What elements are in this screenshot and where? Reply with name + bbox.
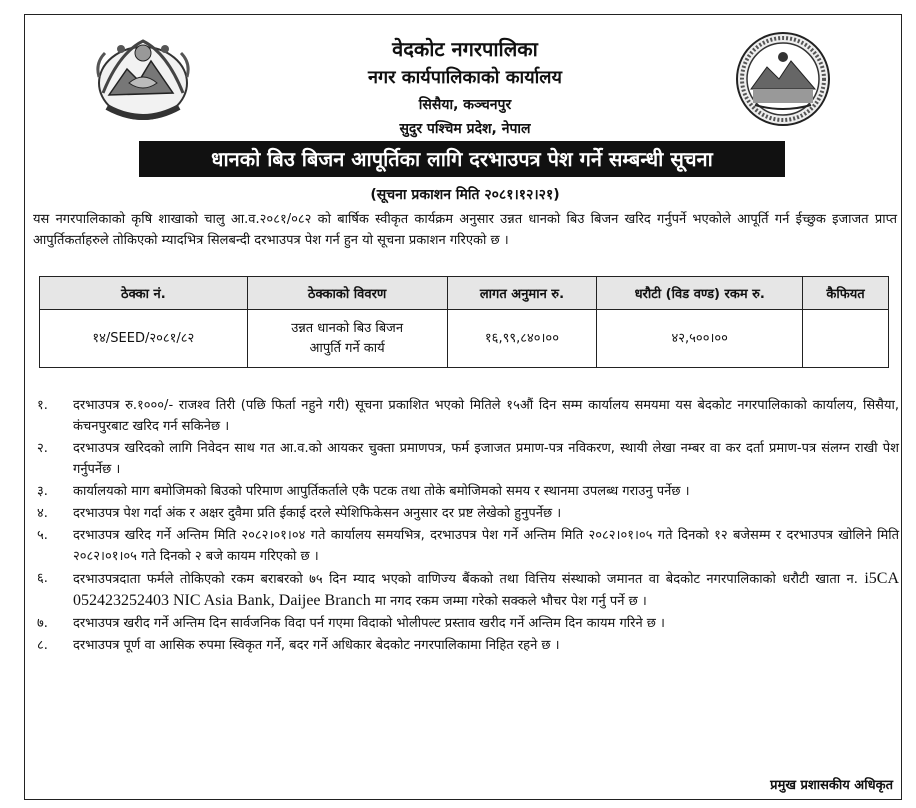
cell-bid-bond: ४२,५००।०० xyxy=(597,310,803,368)
list-item xyxy=(33,503,899,524)
point-text xyxy=(73,568,899,612)
point-text: दरभाउपत्र रु.१०००/- राजश्व तिरी (पछि फिर्ता नहुने गरी) सूचना प्रकाशित भएको मितिले १५औं दिन सम्म कार्यालय समयमा यस बेदकोट नगरपालिकाको कार्यालय, सिसैया, कंचनपुरबाट खरिद गर्न सकिनेछ । xyxy=(73,398,899,434)
province-name: सुदुर पश्चिम प्रदेश, नेपाल xyxy=(399,121,531,137)
col-header-cost-estimate: लागत अनुमान रु. xyxy=(447,277,597,310)
point-number: ६. xyxy=(37,571,48,586)
point-number: ८. xyxy=(37,638,48,653)
publish-date: (सूचना प्रकाशन मिति २०८१।१२।२१) xyxy=(370,187,560,203)
notice-page xyxy=(24,14,902,800)
cell-remarks xyxy=(803,310,889,368)
cell-description: उन्नत धानको बिउ बिजन आपुर्ति गर्ने कार्य xyxy=(247,310,447,368)
point-text: दरभाउपत्र खरिद गर्ने अन्तिम मिति २०८२।०१।०४ गते कार्यालय समयभित्र, दरभाउपत्र पेश गर्ने अन्तिम मिति २०८२।०१।०५ गते दिनको १२ बजेसम्म र दरभाउपत्र खोलिने मिति २०८२।०१।०५ गते दिनको २ बजे कायम गरिएको छ । xyxy=(73,528,899,564)
point-text: दरभाउपत्र पेश गर्दा अंक र अक्षर दुवैमा प्रति ईकाई दरले स्पेशिफिकेसन अनुसार दर प्रष्ट लेखेको हुनुपर्नेछ । xyxy=(73,506,562,521)
point-text: दरभाउपत्र खरिदको लागि निवेदन साथ गत आ.व.को आयकर चुक्ता प्रमाणपत्र, फर्म इजाजत प्रमाण-पत्र नविकरण, स्थायी लेखा नम्बर वा कर दर्ता प्रमाण-पत्र संलग्न राखी पेश गर्नुपर्नेछ । xyxy=(73,441,899,477)
cell-cost-estimate: १६,९९,८४०।०० xyxy=(447,310,597,368)
table-row xyxy=(40,310,889,368)
col-header-description: ठेक्काको विवरण xyxy=(247,277,447,310)
list-item xyxy=(33,395,899,437)
list-item xyxy=(33,568,899,612)
bank-account-details: i5CA 052423252403 NIC Asia Bank, Daijee Branch xyxy=(73,570,899,609)
list-item xyxy=(33,438,899,480)
office-location: सिसैया, कञ्चनपुर xyxy=(418,97,512,113)
municipality-name: वेदकोट नगरपालिका xyxy=(392,37,538,61)
col-header-contract-no: ठेक्का नं. xyxy=(40,277,248,310)
list-item xyxy=(33,613,899,634)
notice-title: धानको बिउ बिजन आपूर्तिका लागि दरभाउपत्र पेश गर्ने सम्बन्धी सूचना xyxy=(139,141,785,177)
point-number: ५. xyxy=(37,528,48,543)
point-number: १. xyxy=(37,398,48,413)
nepal-emblem-icon xyxy=(89,23,197,131)
point-text-after: मा नगद रकम जम्मा गरेको सक्कले भौचर पेश गर्नु पर्ने छ । xyxy=(370,594,647,609)
table-header-row xyxy=(40,277,889,310)
point-number: ३. xyxy=(37,484,48,499)
cell-contract-no: १४/SEED/२०८१/८२ xyxy=(40,310,248,368)
point-number: ७. xyxy=(37,616,48,631)
contract-table xyxy=(39,276,889,368)
point-text: दरभाउपत्र पूर्ण वा आसिक रुपमा स्विकृत गर्ने, बदर गर्ने अधिकार बेदकोट नगरपालिकामा निहित रहने छ । xyxy=(73,638,560,653)
point-number: ४. xyxy=(37,506,48,521)
signatory-title: प्रमुख प्रशासकीय अधिकृत xyxy=(770,778,893,793)
list-item xyxy=(33,525,899,567)
col-header-bid-bond: धरौटी (विड वण्ड) रकम रु. xyxy=(597,277,803,310)
list-item xyxy=(33,635,899,656)
point-text-before: दरभाउपत्रदाता फर्मले तोकिएको रकम बराबरको ७५ दिन म्याद भएको वाणिज्य बैंकको तथा वित्तिय संस्थाको जमानत वा बेदकोट नगरपालिकाको धरौटी खाता न. xyxy=(73,572,865,587)
conditions-list xyxy=(33,395,899,657)
office-name: नगर कार्यपालिकाको कार्यालय xyxy=(368,67,562,88)
col-header-remarks: कैफियत xyxy=(803,277,889,310)
point-text: दरभाउपत्र खरीद गर्ने अन्तिम दिन सार्वजनिक विदा पर्न गएमा विदाको भोलीपल्ट प्रस्ताव खरीद गर्ने अन्तिम दिन कायम गरिने छ । xyxy=(73,616,665,631)
municipality-seal-icon xyxy=(733,29,833,129)
intro-paragraph: यस नगरपालिकाको कृषि शाखाको चालु आ.व.२०८१/०८२ को बार्षिक स्वीकृत कार्यक्रम अनुसार उन्नत धानको बिउ बिजन खरिद गर्नुपर्ने भएकोले आपूर्ति गर्न ईच्छुक इजाजत प्राप्त आपुर्तिकर्ताहरुले तोकिएको म्यादभित्र सिलबन्दी दरभाउपत्र पेश गर्न हुन यो सूचना प्रकाशन गरिएको छ । xyxy=(33,212,897,248)
point-text: कार्यालयको माग बमोजिमको बिउको परिमाण आपुर्तिकर्ताले एकै पटक तथा तोके बमोजिमको समय र स्थानमा उपलब्ध गराउनु पर्नेछ । xyxy=(73,484,690,499)
list-item xyxy=(33,481,899,502)
point-number: २. xyxy=(37,441,48,456)
